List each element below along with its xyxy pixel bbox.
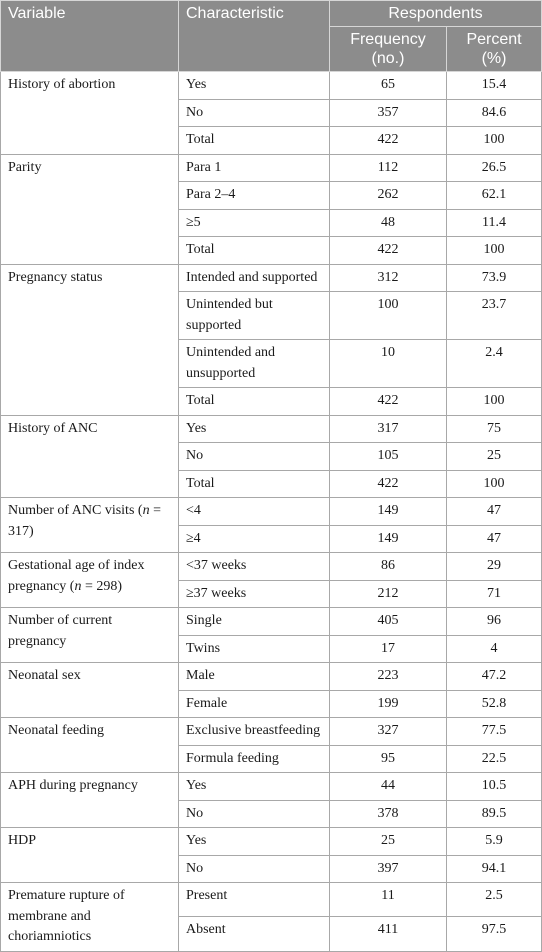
respondents-header: Respondents [330,1,542,27]
percent-cell: 73.9 [447,264,542,292]
percent-cell: 23.7 [447,292,542,340]
table-row [1,72,542,100]
frequency-cell: 17 [330,635,447,663]
percent-cell: 47 [447,498,542,526]
characteristic-cell: Single [179,608,330,636]
frequency-cell: 312 [330,264,447,292]
percent-cell: 62.1 [447,182,542,210]
variable-cell [1,498,179,553]
variable-header: Variable [1,1,179,72]
characteristic-cell: No [179,99,330,127]
percent-cell: 96 [447,608,542,636]
frequency-header: Frequency (no.) [330,27,447,72]
frequency-cell: 327 [330,718,447,746]
table-row [1,828,542,856]
percent-cell: 2.5 [447,883,542,917]
table-row [1,264,542,292]
variable-text: Gestational age of index pregnancy ( [8,558,145,594]
frequency-cell: 378 [330,800,447,828]
frequency-cell: 10 [330,340,447,388]
frequency-cell: 422 [330,127,447,155]
percent-cell: 25 [447,443,542,471]
percent-cell: 100 [447,388,542,416]
variable-cell: APH during pregnancy [1,773,179,828]
percent-cell: 77.5 [447,718,542,746]
frequency-cell: 262 [330,182,447,210]
characteristic-cell: Present [179,883,330,917]
percent-cell: 2.4 [447,340,542,388]
percent-cell: 47.2 [447,663,542,691]
characteristic-cell: Female [179,690,330,718]
characteristic-cell: Male [179,663,330,691]
variable-cell: Premature rupture of membrane and choriamniotics [1,883,179,952]
frequency-cell: 95 [330,745,447,773]
characteristic-cell: No [179,800,330,828]
characteristic-cell: Formula feeding [179,745,330,773]
variable-text-rest: = 317) [8,503,161,539]
frequency-cell: 149 [330,525,447,553]
percent-cell: 29 [447,553,542,581]
table-row [1,498,542,526]
percent-cell: 47 [447,525,542,553]
percent-cell: 89.5 [447,800,542,828]
percent-cell: 15.4 [447,72,542,100]
characteristic-cell: <37 weeks [179,553,330,581]
variable-text-rest: = 298) [81,578,123,594]
percent-cell: 71 [447,580,542,608]
percent-header: Percent (%) [447,27,542,72]
percent-cell: 26.5 [447,154,542,182]
characteristic-cell: Total [179,127,330,155]
characteristic-cell: Yes [179,72,330,100]
characteristic-cell: ≥4 [179,525,330,553]
percent-cell: 97.5 [447,917,542,951]
variable-cell: HDP [1,828,179,883]
characteristic-cell: Yes [179,773,330,801]
variable-cell: History of ANC [1,415,179,498]
frequency-cell: 112 [330,154,447,182]
characteristic-cell: Intended and supported [179,264,330,292]
frequency-cell: 11 [330,883,447,917]
characteristic-cell: Exclusive breastfeeding [179,718,330,746]
n-symbol: n [74,578,82,594]
characteristic-cell: Absent [179,917,330,951]
percent-cell: 22.5 [447,745,542,773]
characteristic-cell: Para 1 [179,154,330,182]
variable-cell: History of abortion [1,72,179,155]
frequency-cell: 44 [330,773,447,801]
frequency-cell: 48 [330,209,447,237]
frequency-cell: 212 [330,580,447,608]
characteristic-cell: Yes [179,415,330,443]
characteristic-cell: Total [179,237,330,265]
variable-cell: Number of current pregnancy [1,608,179,663]
table-row [1,883,542,917]
frequency-cell: 100 [330,292,447,340]
variable-cell: Parity [1,154,179,264]
percent-cell: 5.9 [447,828,542,856]
characteristic-cell: Unintended and unsupported [179,340,330,388]
frequency-cell: 422 [330,237,447,265]
table-row [1,773,542,801]
percent-cell: 52.8 [447,690,542,718]
frequency-cell: 65 [330,72,447,100]
frequency-cell: 397 [330,855,447,883]
frequency-cell: 86 [330,553,447,581]
frequency-cell: 25 [330,828,447,856]
percent-cell: 84.6 [447,99,542,127]
percent-cell: 10.5 [447,773,542,801]
frequency-cell: 405 [330,608,447,636]
variable-cell [1,553,179,608]
variable-cell: Neonatal sex [1,663,179,718]
variable-cell: Neonatal feeding [1,718,179,773]
characteristic-cell: Total [179,388,330,416]
frequency-cell: 317 [330,415,447,443]
percent-cell: 100 [447,237,542,265]
frequency-cell: 411 [330,917,447,951]
characteristic-cell: Total [179,470,330,498]
table-row [1,415,542,443]
characteristic-cell: ≥37 weeks [179,580,330,608]
header-row [1,1,542,27]
characteristic-cell: Para 2–4 [179,182,330,210]
n-symbol: n [142,503,150,518]
percent-cell: 94.1 [447,855,542,883]
percent-cell: 100 [447,127,542,155]
frequency-cell: 199 [330,690,447,718]
characteristic-cell: No [179,855,330,883]
characteristic-cell: <4 [179,498,330,526]
variable-cell: Pregnancy status [1,264,179,415]
percent-cell: 75 [447,415,542,443]
characteristic-cell: Twins [179,635,330,663]
table-row [1,718,542,746]
frequency-cell: 105 [330,443,447,471]
characteristic-cell: Yes [179,828,330,856]
variable-text: Number of ANC visits ( [8,503,143,518]
percent-cell: 4 [447,635,542,663]
frequency-cell: 149 [330,498,447,526]
characteristic-cell: No [179,443,330,471]
table-row [1,608,542,636]
table-row [1,663,542,691]
table-row [1,553,542,581]
frequency-cell: 422 [330,388,447,416]
percent-cell: 100 [447,470,542,498]
characteristic-cell: Unintended but supported [179,292,330,340]
characteristic-header: Characteristic [179,1,330,72]
frequency-cell: 422 [330,470,447,498]
percent-cell: 11.4 [447,209,542,237]
frequency-cell: 223 [330,663,447,691]
frequency-cell: 357 [330,99,447,127]
characteristic-cell: ≥5 [179,209,330,237]
table-row [1,154,542,182]
